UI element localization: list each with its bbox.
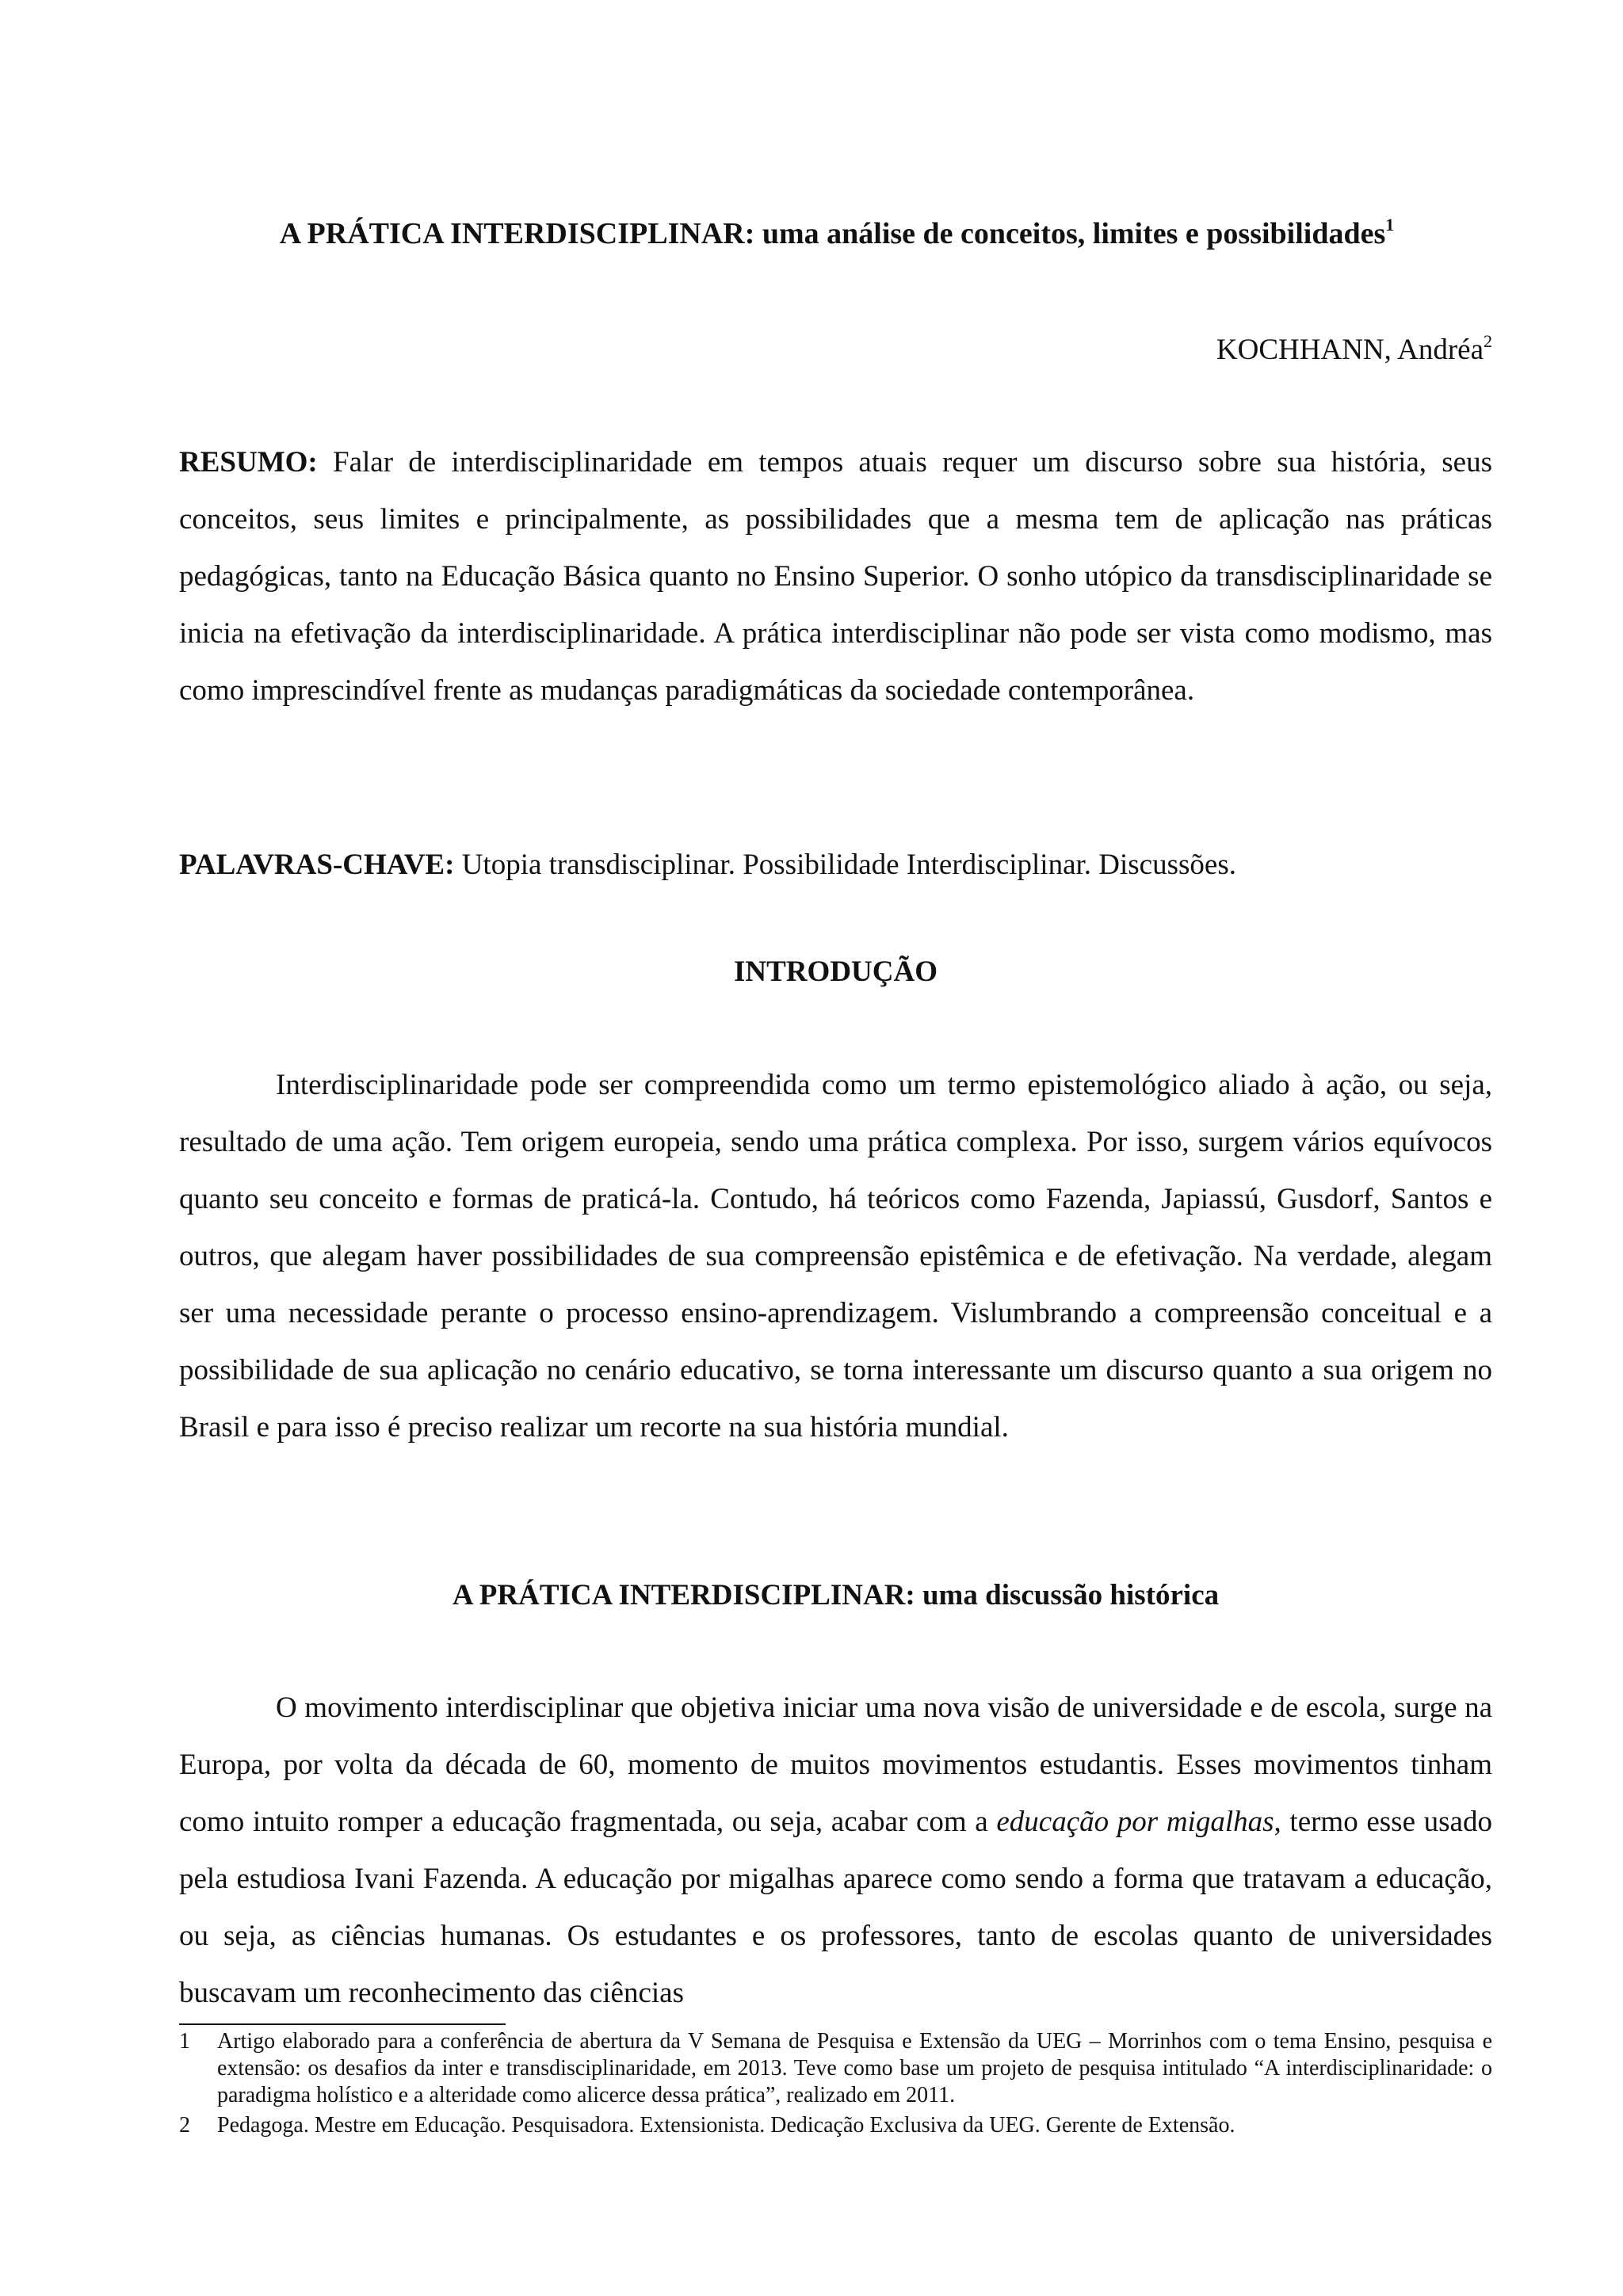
footnote-item	[179, 2112, 1492, 2139]
abstract-text: Falar de interdisciplinaridade em tempos atuais requer um discurso sobre sua história, seus conceitos, seus limites e principalmente, as possibilidades que a mesma tem de aplicação nas práticas pedagógicas, tanto na Educação Básica quanto no Ensino Superior. O sonho utópico da transdisciplinaridade se inicia na efetivação da interdisciplinaridade. A prática interdisciplinar não pode ser vista como modismo, mas como imprescindível frente as mudanças paradigmáticas da sociedade contemporânea.	[179, 446, 1493, 707]
footnote-text: Artigo elaborado para a conferência de abertura da V Semana de Pesquisa e Extensão da UEG – Morrinhos com o tema Ensino, pesquisa e extensão: os desafios da inter e transdisciplinaridade, em 2013. Teve como base um projeto de pesquisa intitulado “A interdisciplinaridade: o paradigma holístico e a alteridade como alicerce dessa prática”, realizado em 2011.	[217, 2029, 1492, 2107]
abstract-paragraph	[179, 434, 1492, 719]
author-line	[1216, 330, 1492, 370]
footnote-separator	[179, 2023, 506, 2025]
keywords-label: PALAVRAS-CHAVE:	[179, 849, 455, 881]
author-footnote-ref: 2	[1484, 330, 1492, 351]
introduction-heading: INTRODUÇÃO	[734, 955, 938, 988]
introduction-paragraph: Interdisciplinaridade pode ser compreendida como um termo epistemológico aliado à ação, ou seja, resultado de uma ação. Tem origem europeia, sendo uma prática complexa. Por isso, surgem vários equívocos quanto seu conceito e formas de praticá-la. Contudo, há teóricos como Fazenda, Japiassú, Gusdorf, Santos e outros, que alegam haver possibilidades de sua compreensão epistêmica e de efetivação. Na verdade, alegam ser uma necessidade perante o processo ensino-aprendizagem. Vislumbrando a compreensão conceitual e a possibilidade de sua aplicação no cenário educativo, se torna interessante um discurso quanto a sua origem no Brasil e para isso é preciso realizar um recorte na sua história mundial.	[179, 1069, 1492, 1444]
history-text-after: , termo esse usado pela estudiosa Ivani Fazenda. A educação por migalhas aparece como sendo a forma que tratavam a educação, ou seja, as ciências humanas. Os estudantes e os professores, tanto de escolas quanto de universidades buscavam um reconhecimento das ciências	[179, 1806, 1492, 2009]
footnotes	[179, 2028, 1492, 2142]
footnote-item	[179, 2028, 1492, 2109]
paper-title	[179, 214, 1495, 254]
abstract-label: RESUMO:	[179, 446, 318, 479]
footnote-text: Pedagoga. Mestre em Educação. Pesquisadora. Extensionista. Dedicação Exclusiva da UEG. Gerente de Extensão.	[217, 2113, 1235, 2138]
history-text-before: O movimento interdisciplinar que objetiva iniciar uma nova visão de universidade e de escola, surge na Europa, por volta da década de 60, momento de muitos movimentos estudantis. Esses movimentos tinham como intuito romper a educação fragmentada, ou seja, acabar com a	[179, 1691, 1492, 1838]
footnote-number: 1	[179, 2029, 190, 2054]
history-heading: A PRÁTICA INTERDISCIPLINAR: uma discussão histórica	[452, 1579, 1220, 1611]
footnote-number: 2	[179, 2113, 190, 2138]
author-name: KOCHHANN, Andréa	[1216, 334, 1484, 366]
title-footnote-ref: 1	[1385, 215, 1395, 235]
keywords-text: Utopia transdisciplinar. Possibilidade Interdisciplinar. Discussões.	[461, 849, 1236, 881]
history-italic-term: educação por migalhas	[996, 1806, 1274, 1838]
paper-title-text: A PRÁTICA INTERDISCIPLINAR: uma análise de conceitos, limites e possibilidades	[279, 217, 1386, 250]
history-paragraph	[179, 1680, 1492, 2022]
keywords-paragraph	[179, 837, 1492, 894]
